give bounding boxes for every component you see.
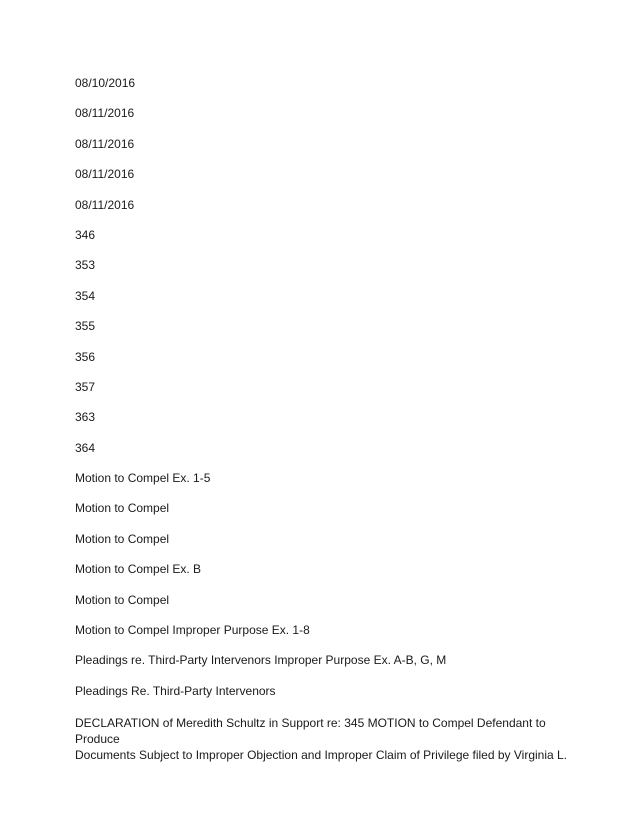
docket-number-line: 364 — [75, 440, 96, 455]
declaration-paragraph — [75, 715, 575, 763]
docket-number-line: 346 — [75, 227, 96, 242]
docket-number-line: 355 — [75, 319, 96, 334]
declaration-line-1: DECLARATION of Meredith Schultz in Support re: 345 MOTION to Compel Defendant to Produce — [75, 716, 546, 747]
date-line: 08/10/2016 — [75, 76, 136, 90]
date-line: 08/11/2016 — [75, 197, 135, 212]
date-line: 08/11/2016 — [75, 106, 135, 121]
description-line: Motion to Compel Ex. B — [75, 562, 202, 577]
document-body — [75, 75, 575, 763]
description-line: Motion to Compel — [75, 592, 170, 607]
description-line: Motion to Compel — [75, 531, 170, 546]
docket-number-line: 354 — [75, 288, 96, 303]
description-line: Pleadings re. Third-Party Intervenors Improper Purpose Ex. A-B, G, M — [75, 653, 447, 668]
description-line: Pleadings Re. Third-Party Intervenors — [75, 683, 276, 698]
date-line: 08/11/2016 — [75, 167, 135, 182]
docket-number-line: 357 — [75, 379, 96, 394]
docket-number-line: 356 — [75, 349, 96, 364]
description-line: Motion to Compel Improper Purpose Ex. 1-8 — [75, 623, 310, 638]
description-line: Motion to Compel Ex. 1-5 — [75, 471, 211, 486]
docket-number-line: 363 — [75, 410, 96, 425]
description-line: Motion to Compel — [75, 501, 170, 516]
declaration-line-2: Documents Subject to Improper Objection and Improper Claim of Privilege filed by Virginia L. — [75, 748, 568, 763]
docket-number-line: 353 — [75, 258, 96, 273]
date-line: 08/11/2016 — [75, 136, 135, 151]
